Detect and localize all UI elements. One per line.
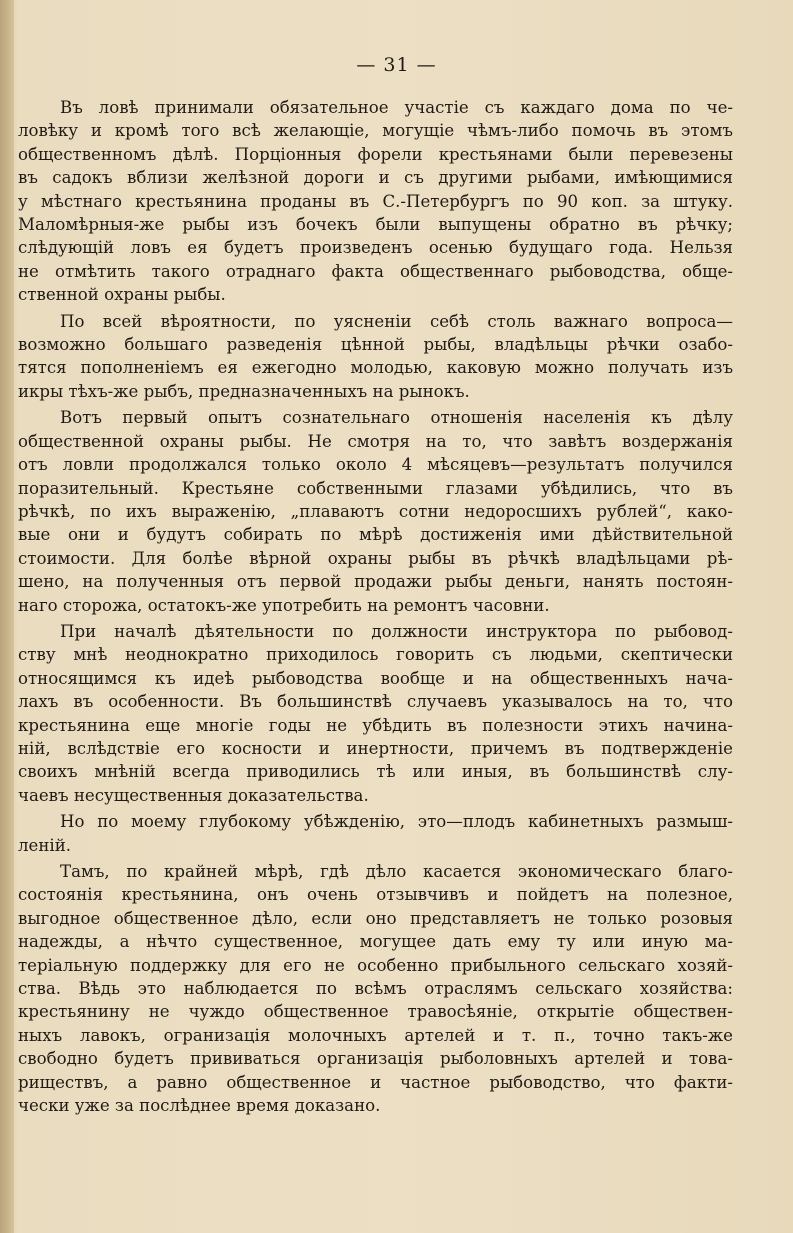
paragraph (18, 620, 733, 807)
text-line: не отмѣтить такого отраднаго факта общественнаго рыбоводства, обще- (18, 261, 733, 281)
text-line: ственной охраны рыбы. (18, 285, 226, 305)
text-line: надежды, а нѣчто существенное, могущее дать ему ту или иную ма- (18, 932, 733, 952)
text-line: Тамъ, по крайней мѣрѣ, гдѣ дѣло касается экономическаго благо- (60, 862, 733, 881)
page-number: — 31 — (356, 54, 437, 76)
text-line: Маломѣрныя-же рыбы изъ бочекъ были выпущены обратно въ рѣчку; (18, 215, 733, 235)
text-line: тятся пополненіемъ ея ежегодно молодью, каковую можно получать изъ (18, 358, 733, 378)
text-line: общественномъ дѣлѣ. Порціонныя форели крестьянами были перевезены (18, 144, 733, 164)
text-line: выгодное общественное дѣло, если оно представляетъ не только розовыя (18, 908, 733, 928)
paragraph (18, 860, 733, 1117)
text-line: крестьянина еще многіе годы не убѣдить въ полезности этихъ начина- (18, 715, 733, 735)
text-line: ловѣку и кромѣ того всѣ желающіе, могущіе чѣмъ-либо помочь въ этомъ (18, 121, 733, 141)
text-line: При началѣ дѣятельности по должности инструктора по рыбовод- (60, 621, 733, 641)
text-line: Вотъ первый опытъ сознательнаго отношенія населенія къ дѣлу (60, 408, 733, 428)
text-line: ныхъ лавокъ, огранизація молочныхъ артелей и т. п., точно такъ-же (18, 1025, 733, 1045)
text-line: риществъ, а равно общественное и частное рыбоводство, что факти- (18, 1072, 733, 1092)
text-line: въ садокъ вблизи желѣзной дороги и съ другими рыбами, имѣющимися (18, 168, 733, 188)
text-line: относящимся къ идеѣ рыбоводства вообще и на общественныхъ нача- (18, 668, 733, 688)
text-line: у мѣстнаго крестьянина проданы въ С.-Петербургъ по 90 коп. за штуку. (18, 191, 733, 211)
paragraph (18, 96, 733, 307)
text-line: поразительный. Крестьяне собственными глазами убѣдились, что въ (18, 478, 733, 498)
page-binding-edge (0, 0, 14, 1233)
text-line: рѣчкѣ, по ихъ выраженію, „плаваютъ сотни недоросшихъ рублей“, како- (18, 501, 733, 521)
text-line: наго сторожа, остатокъ-же употребить на ремонтъ часовни. (18, 595, 550, 615)
paragraph (18, 810, 733, 857)
text-line: ству мнѣ неоднократно приходилось говорить съ людьми, скептически (18, 645, 733, 665)
text-line: лахъ въ особенности. Въ большинствѣ случаевъ указывалось на то, что (18, 692, 733, 712)
text-line: состоянія крестьянина, онъ очень отзывчивъ и пойдетъ на полезное, (18, 885, 733, 905)
text-line: ства. Вѣдь это наблюдается по всѣмъ отраслямъ сельскаго хозяйства: (18, 979, 733, 999)
text-line: теріальную поддержку для его не особенно прибыльного сельскаго хозяй- (18, 955, 733, 975)
text-line: слѣдующій ловъ ея будетъ произведенъ осенью будущаго года. Нельзя (18, 238, 733, 258)
text-line: свободно будетъ прививаться организація рыболовныхъ артелей и това- (18, 1049, 733, 1069)
text-line: леній. (18, 835, 72, 855)
text-line: чески уже за послѣднее время доказано. (18, 1096, 381, 1116)
paragraph (18, 406, 733, 617)
text-line: шено, на полученныя отъ первой продажи рыбы деньги, нанять постоян- (18, 572, 733, 592)
text-line: икры тѣхъ-же рыбъ, предназначенныхъ на рынокъ. (18, 381, 470, 401)
body-text (18, 96, 733, 1120)
text-line: Но по моему глубокому убѣжденію, это—плодъ кабинетныхъ размыш- (60, 812, 733, 832)
text-line: своихъ мнѣній всегда приводились тѣ или иныя, въ большинствѣ слу- (18, 762, 733, 782)
text-line: стоимости. Для болѣе вѣрной охраны рыбы въ рѣчкѣ владѣльцами рѣ- (18, 548, 733, 568)
text-line: ній, вслѣдствіе его косности и инертности, причемъ въ подтвержденіе (18, 738, 733, 758)
text-line: чаевъ несущественныя доказательства. (18, 785, 369, 805)
text-line: возможно большаго разведенія цѣнной рыбы, владѣльцы рѣчки озабо- (18, 335, 733, 355)
text-line: крестьянину не чуждо общественное травосѣяніе, открытіе обществен- (18, 1002, 733, 1022)
text-line: Въ ловѣ принимали обязательное участіе съ каждаго дома по че- (60, 98, 733, 117)
paragraph (18, 310, 733, 404)
text-line: По всей вѣроятности, по уясненіи себѣ столь важнаго вопроса— (60, 311, 733, 331)
text-line: отъ ловли продолжался только около 4 мѣсяцевъ—результатъ получился (18, 455, 733, 475)
text-line: общественной охраны рыбы. Не смотря на то, что завѣтъ воздержанія (18, 431, 733, 451)
text-line: вые они и будутъ собирать по мѣрѣ достиженія ими дѣйствительной (18, 525, 733, 545)
